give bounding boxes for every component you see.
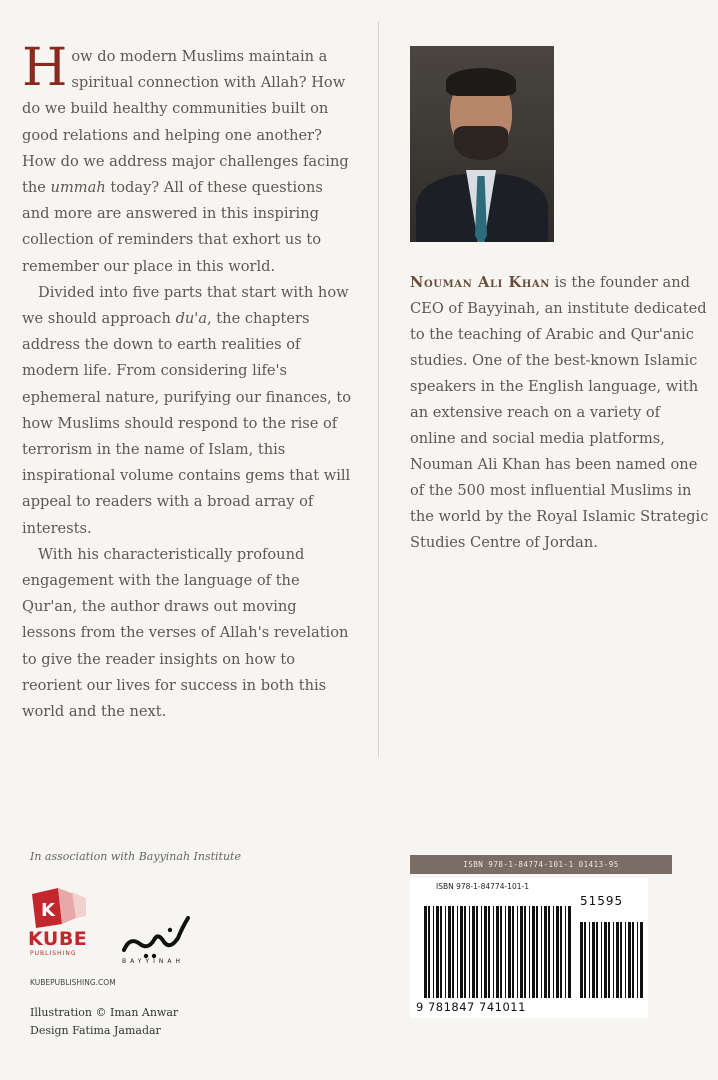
bayyinah-wordmark: BAYYINAH — [122, 958, 184, 965]
blurb-paragraph-3: With his characteristically profound engagement with the language of the Qur'an, the author draws out moving lessons from the verses of Allah's revelation to give the reader insights on how to reorient our lives for success in both this world and the next. — [22, 545, 349, 721]
design-credit: Design Fatima Jamadar — [30, 1024, 161, 1037]
isbn-label: ISBN 978-1-84774-101-1 — [436, 882, 529, 891]
svg-text:K: K — [41, 900, 55, 921]
column-divider — [378, 22, 379, 757]
bayyinah-calligraphy-icon — [118, 910, 204, 964]
author-bio — [410, 270, 710, 556]
association-line: In association with Bayyinah Institute — [30, 850, 241, 863]
blurb-paragraph-1: How do modern Muslims maintain a spiritual connection with Allah? How do we build healthy communities built on good relations and helping one another? How do we address major challenges facing the ummah today? All of these questions and more are answered in this inspiring collection of reminders that exhort us to remember our place in this world. — [22, 38, 349, 275]
ean-digits: 9 781847 741011 — [416, 1000, 526, 1014]
drop-cap: H — [22, 38, 68, 98]
credits — [30, 1004, 178, 1040]
blurb-column — [22, 38, 354, 725]
author-bio-paragraph: Nouman Ali Khan is the founder and CEO of Bayyinah, an institute dedicated to the teaching of Arabic and Qur'anic studies. One of the best-known Islamic speakers in the English language, with an extensive reach on a variety of online and social media platforms, Nouman Ali Khan has been named one of the 500 most influential Muslims in the world by the Royal Islamic Strategic Studies Centre of Jordan. — [410, 274, 709, 551]
illustration-credit: Illustration © Iman Anwar — [30, 1006, 179, 1019]
barcode-icon — [410, 892, 648, 1002]
blurb-paragraph-2: Divided into five parts that start with how we should approach du'a, the chapters address the down to earth realities of modern life. From considering life's ephemeral nature, purifying our finances, to how Muslims should respond to the rise of terrorism in the name of Islam, this inspirational volume contains gems that will appeal to readers with a broad array of interests. — [22, 283, 352, 537]
barcode-box — [410, 878, 648, 1018]
author-name: Nouman Ali Khan — [410, 274, 550, 291]
price-code: 51595 — [580, 894, 624, 908]
isbn-band: ISBN 978-1-84774-101-1 01413-95 — [410, 855, 672, 874]
author-photo — [410, 46, 554, 242]
kube-wordmark: KUBE — [28, 928, 88, 950]
publisher-website: KUBEPUBLISHING.COM — [30, 978, 116, 987]
kube-subtitle: PUBLISHING — [30, 950, 77, 957]
